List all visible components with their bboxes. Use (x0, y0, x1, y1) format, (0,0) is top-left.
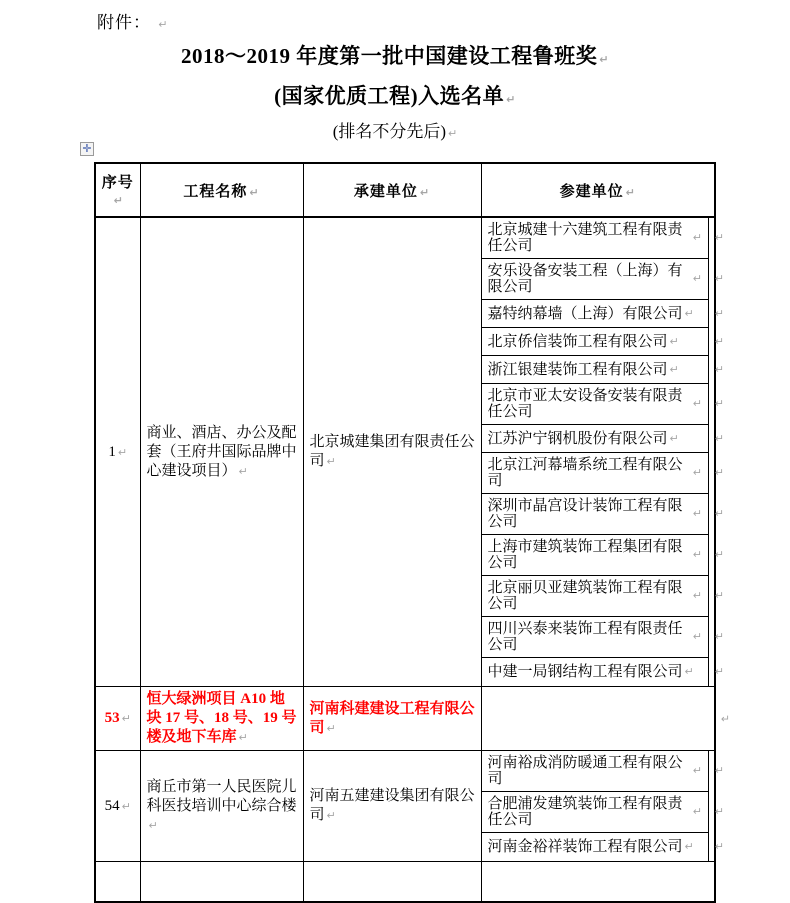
project-name-cell[interactable] (140, 751, 303, 862)
paragraph-mark-icon: ↵ (714, 306, 724, 320)
paragraph-mark-icon: ↵ (714, 630, 724, 643)
table-header-row (95, 163, 715, 217)
paragraph-mark-icon: ↵ (599, 53, 609, 66)
paragraph-mark-icon: ↵ (113, 194, 124, 207)
col-header-no-text: 序号 (101, 175, 134, 191)
paragraph-mark-icon: ↵ (692, 272, 702, 285)
participant-name: 河南金裕祥装饰工程有限公司 (487, 839, 683, 855)
participant-name: 深圳市晶宫设计装饰工程有限公司 (487, 498, 683, 530)
doc-title-line1 (0, 38, 790, 78)
participant-item[interactable] (482, 453, 724, 494)
paragraph-mark-icon: ↵ (692, 630, 702, 643)
paragraph-mark-icon: ↵ (692, 466, 702, 479)
participants-wrap (482, 218, 724, 686)
participant-item[interactable] (482, 384, 724, 425)
table-row (95, 751, 715, 862)
row-number: 53 (104, 710, 120, 726)
participants-cell (481, 217, 724, 687)
paragraph-mark-icon: ↵ (692, 805, 702, 818)
title-block (0, 38, 790, 148)
paragraph-mark-icon: ↵ (419, 185, 431, 199)
participant-item[interactable] (482, 617, 724, 658)
paragraph-mark-icon: ↵ (714, 665, 724, 678)
doc-subtitle-text: (排名不分先后) (332, 122, 447, 141)
project-name: 商丘市第一人民医院儿科医技培训中心综合楼 (146, 778, 297, 814)
project-name-cell[interactable] (140, 862, 303, 902)
contractor-name: 北京城建集团有限责任公司 (309, 434, 475, 469)
paragraph-mark-icon: ↵ (148, 818, 158, 832)
participant-name: 江苏沪宁钢机股份有限公司 (487, 430, 668, 447)
participant-item[interactable] (482, 751, 724, 792)
paragraph-mark-icon: ↵ (714, 507, 724, 520)
paragraph-mark-icon: ↵ (121, 712, 131, 725)
project-name-cell[interactable] (140, 687, 303, 751)
col-header-project-text: 工程名称 (183, 183, 248, 200)
paragraph-mark-icon: ↵ (714, 764, 724, 777)
participants-list (482, 218, 724, 686)
paragraph-mark-icon: ↵ (326, 809, 336, 822)
paragraph-mark-icon: ↵ (684, 840, 694, 853)
col-header-no[interactable] (95, 163, 140, 217)
participant-item[interactable] (482, 535, 724, 576)
contractor-cell[interactable] (303, 862, 481, 902)
project-name: 恒大绿洲项目 A10 地块 17 号、18 号、19 号楼及地下车库 (146, 691, 297, 745)
contractor-cell[interactable] (303, 751, 481, 862)
row-number-cell[interactable] (95, 862, 140, 902)
participant-item[interactable] (482, 792, 724, 833)
participant-name: 北京侨信装饰工程有限公司 (487, 333, 668, 350)
paragraph-mark-icon: ↵ (669, 334, 679, 348)
paragraph-mark-icon: ↵ (158, 18, 169, 31)
paragraph-mark-icon: ↵ (326, 455, 336, 468)
table-row (95, 217, 715, 687)
paragraph-mark-icon: ↵ (714, 362, 724, 376)
col-header-participants-text: 参建单位 (559, 183, 624, 200)
col-header-contractor-text: 承建单位 (353, 183, 418, 200)
participants-cell[interactable] (481, 862, 715, 902)
participant-item[interactable] (482, 494, 724, 535)
doc-subtitle (0, 118, 790, 148)
paragraph-mark-icon: ↵ (692, 397, 702, 410)
participant-name: 合肥浦发建筑装饰工程有限责任公司 (487, 796, 683, 828)
paragraph-mark-icon: ↵ (720, 712, 730, 725)
participant-item[interactable] (482, 833, 724, 861)
participant-name: 河南裕成消防暖通工程有限公司 (487, 755, 683, 787)
project-name-cell[interactable] (140, 217, 303, 687)
row-number: 54 (104, 797, 120, 814)
paragraph-mark-icon: ↵ (714, 431, 724, 445)
participant-name: 中建一局钢结构工程有限公司 (487, 664, 683, 680)
participants-cell[interactable] (481, 687, 730, 751)
participant-item[interactable] (482, 328, 724, 356)
participant-name: 浙江银建装饰工程有限公司 (487, 361, 668, 378)
participant-item[interactable] (482, 259, 724, 300)
row-number-cell[interactable] (95, 687, 140, 751)
doc-title-line2-text: (国家优质工程)入选名单 (274, 84, 505, 108)
paragraph-mark-icon: ↵ (506, 93, 516, 106)
participant-name: 北京城建十六建筑工程有限责任公司 (487, 222, 683, 254)
contractor-cell[interactable] (303, 217, 481, 687)
paragraph-mark-icon: ↵ (692, 589, 702, 602)
paragraph-mark-icon: ↵ (238, 464, 248, 478)
contractor-cell[interactable] (303, 687, 481, 751)
row-number: 1 (108, 443, 116, 460)
paragraph-mark-icon: ↵ (625, 185, 636, 199)
paragraph-mark-icon: ↵ (669, 431, 679, 445)
participant-item[interactable] (482, 658, 724, 686)
row-number-cell[interactable] (95, 217, 140, 687)
paragraph-mark-icon: ↵ (692, 507, 702, 520)
paragraph-mark-icon: ↵ (714, 397, 724, 410)
paragraph-mark-icon: ↵ (714, 466, 724, 479)
paragraph-mark-icon: ↵ (692, 231, 702, 244)
attachment-label: 附件： (97, 13, 151, 32)
project-name: 商业、酒店、办公及配套（王府井国际品牌中心建设项目） (146, 424, 297, 479)
col-header-project[interactable] (140, 163, 303, 217)
paragraph-mark-icon: ↵ (714, 334, 724, 348)
paragraph-mark-icon: ↵ (238, 731, 248, 744)
participants-wrap (482, 751, 724, 861)
paragraph-mark-icon: ↵ (121, 799, 131, 813)
participant-name: 四川兴泰来装饰工程有限责任公司 (487, 621, 683, 653)
participant-name: 上海市建筑装饰工程集团有限公司 (487, 539, 683, 571)
participant-name: 嘉特纳幕墙（上海）有限公司 (487, 305, 683, 322)
paragraph-mark-icon: ↵ (448, 127, 458, 140)
participant-item[interactable] (482, 218, 724, 259)
doc-title-line1-text: 2018～2019 年度第一批中国建设工程鲁班奖 (181, 44, 598, 68)
participant-name: 北京市亚太安设备安装有限责任公司 (487, 388, 683, 420)
paragraph-mark-icon: ↵ (684, 665, 694, 678)
awards-table (94, 162, 730, 903)
contractor-name: 河南科建建设工程有限公司 (309, 700, 475, 736)
participant-name: 北京江河幕墙系统工程有限公司 (487, 457, 683, 489)
participants-cell (481, 751, 724, 862)
doc-title-line2 (0, 78, 790, 118)
paragraph-mark-icon: ↵ (669, 362, 679, 376)
paragraph-mark-icon: ↵ (684, 306, 694, 320)
paragraph-mark-icon: ↵ (326, 721, 336, 735)
col-header-contractor[interactable] (303, 163, 481, 217)
paragraph-mark-icon: ↵ (714, 805, 724, 818)
col-header-participants[interactable] (481, 163, 715, 217)
table-container (94, 162, 730, 903)
paragraph-mark-icon: ↵ (714, 231, 724, 244)
participants-list (482, 751, 724, 861)
paragraph-mark-icon: ↵ (117, 445, 128, 459)
participant-item[interactable] (482, 576, 724, 617)
paragraph-mark-icon: ↵ (692, 764, 702, 777)
paragraph-mark-icon: ↵ (714, 548, 724, 561)
paragraph-mark-icon: ↵ (714, 840, 724, 853)
cell-gap (709, 751, 714, 861)
participant-name: 安乐设备安装工程（上海）有限公司 (487, 263, 683, 295)
paragraph-mark-icon: ↵ (249, 185, 260, 199)
participant-item[interactable] (482, 356, 724, 384)
attachment-line (97, 8, 168, 33)
cell-gap (709, 218, 714, 686)
participant-name: 北京丽贝亚建筑装饰工程有限公司 (487, 580, 683, 612)
table-row-partial (95, 862, 715, 902)
table-move-handle-icon[interactable]: ✛ (80, 142, 94, 156)
paragraph-mark-icon: ↵ (692, 548, 702, 561)
row-number-cell[interactable] (95, 751, 140, 862)
contractor-name: 河南五建建设集团有限公司 (309, 788, 475, 823)
participant-item[interactable] (482, 300, 724, 328)
paragraph-mark-icon: ↵ (714, 589, 724, 602)
table-row (95, 687, 715, 751)
participant-item[interactable] (482, 425, 724, 453)
paragraph-mark-icon: ↵ (714, 272, 724, 285)
